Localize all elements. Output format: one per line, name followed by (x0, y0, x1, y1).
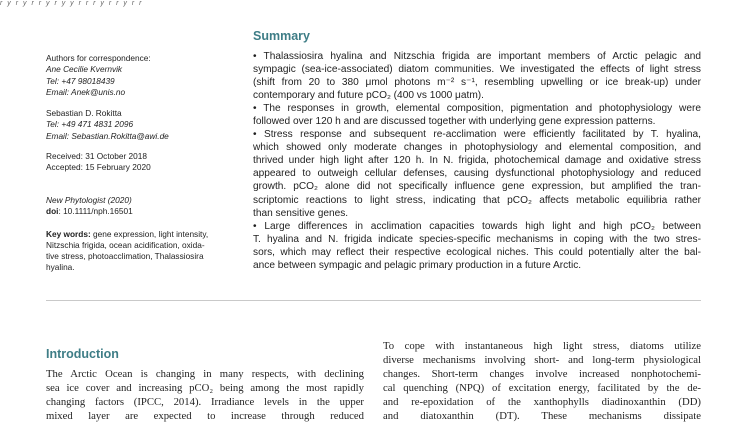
author2-tel: Tel: +49 471 4831 2096 (46, 119, 134, 130)
summary-line: contemporary and future pCO₂ (400 vs 1000 μatm). (253, 90, 484, 102)
doi-value[interactable]: : 10.1111/nph.16501 (58, 205, 133, 216)
doi-line[interactable] (46, 206, 236, 217)
doi-label: doi (46, 205, 59, 216)
body-line: changing factors (IPCC, 2014). Irradiance levels in the upper (46, 396, 364, 408)
authors-heading: Authors for correspondence: (46, 53, 151, 63)
summary-line: ance between sympagic and pelagic primary production in a future Arctic. (253, 259, 582, 271)
author2-email[interactable]: Email: Sebastian.Rokitta@awi.de (46, 130, 169, 141)
keywords (46, 229, 236, 273)
body-line: changes. Short-term changes involve increased nonphotochemi- (383, 368, 701, 380)
keywords-line-3: tive stress, photoacclimation, Thalassiosira (46, 251, 204, 262)
accepted-date: Accepted: 15 February 2020 (46, 162, 151, 173)
body-line: To cope with instantaneous high light stress, diatoms utilize (383, 340, 701, 352)
received-date: Received: 31 October 2018 (46, 151, 148, 162)
body-line: cal quenching (NPQ) of excitation energy, facilitated by the de- (383, 382, 701, 394)
summary-line: thrived under high light after 120 h. In N. frigida, photochemical damage and oxidative stress (253, 155, 701, 167)
author1-email[interactable]: Email: Anek@unis.no (46, 86, 126, 97)
keywords-line-4: hyalina. (46, 262, 75, 273)
summary-line: sympagic (sea-ice-associated) diatom communities. We investigated the effects of light stress (253, 64, 701, 76)
summary-heading: Summary (253, 29, 310, 43)
body-line: and diatoxanthin (DT). These mechanisms dissipate (383, 410, 701, 422)
body-line: diverse mechanisms involving short- and long-term physiological (383, 354, 701, 366)
introduction-column-1 (46, 367, 364, 423)
summary-line: appeared to outweigh cellular defenses, causing dysfunctional photophysiology and reduced (253, 168, 701, 180)
summary-line: (shift from 20 to 380 μmol photons m⁻² s⁻¹, resembling upwelling or ice break-up) under (253, 77, 701, 89)
summary-line: growth. pCO₂ alone did not specifically influence gene expression, but amplified the tran- (253, 181, 701, 193)
summary-line: followed over 120 h and are discussed together with underlying gene expression patterns. (253, 116, 656, 128)
article-sidebar (46, 53, 236, 273)
summary-line: than sensitive genes. (253, 207, 349, 219)
section-divider (46, 300, 701, 301)
introduction-column-2 (383, 339, 701, 423)
body-line: and re-epoxidation of the xanthophylls diadinoxanthin (DD) (383, 396, 701, 408)
keywords-line-2: Nitzschia frigida, ocean acidification, oxida- (46, 240, 205, 251)
page-top-strip: r y r y r r y r y y r r r y r r y r r (0, 0, 143, 7)
summary-line: • Large differences in acclimation capacities towards high light and high pCO₂ between (253, 220, 701, 232)
summary-line: scriptomic reactions to light stress, indicating that pCO₂ affects metabolic equilibria rather (253, 194, 701, 206)
body-line: The Arctic Ocean is changing in many respects, with declining (46, 368, 364, 380)
author1-tel: Tel: +47 98018439 (46, 75, 115, 86)
summary-line: which showed only moderate changes in photophysiology and elemental composition, and (253, 142, 701, 154)
summary-line: • The responses in growth, elemental composition, pigmentation and photophysiology were (253, 103, 701, 115)
summary-line: • Stress response and subsequent re-acclimation were efficiently facilitated by T. hyalina, (253, 129, 701, 141)
author1-name: Ane Cecilie Kvernvik (46, 64, 123, 75)
summary-line: • Thalassiosira hyalina and Nitzschia frigida are important members of Arctic pelagic and (253, 51, 701, 62)
summary-section (253, 28, 701, 272)
body-line: mixed layer are expected to increase through reduced (46, 410, 364, 422)
keywords-line-1: gene expression, light intensity, (93, 229, 209, 240)
summary-line: sors, which may reflect their respective ecological niches. This could potentially alter the bal- (253, 246, 701, 258)
body-line: sea ice cover and increasing pCO₂ being among the most rapidly (46, 382, 364, 394)
keywords-label: Key words: (46, 229, 91, 240)
author2-name: Sebastian D. Rokitta (46, 108, 122, 119)
journal-citation: New Phytologist (2020) (46, 194, 132, 205)
introduction-heading: Introduction (46, 347, 119, 361)
summary-line: T. hyalina and N. frigida indicate species-specific mechanisms in coping with the two stres- (253, 233, 701, 245)
